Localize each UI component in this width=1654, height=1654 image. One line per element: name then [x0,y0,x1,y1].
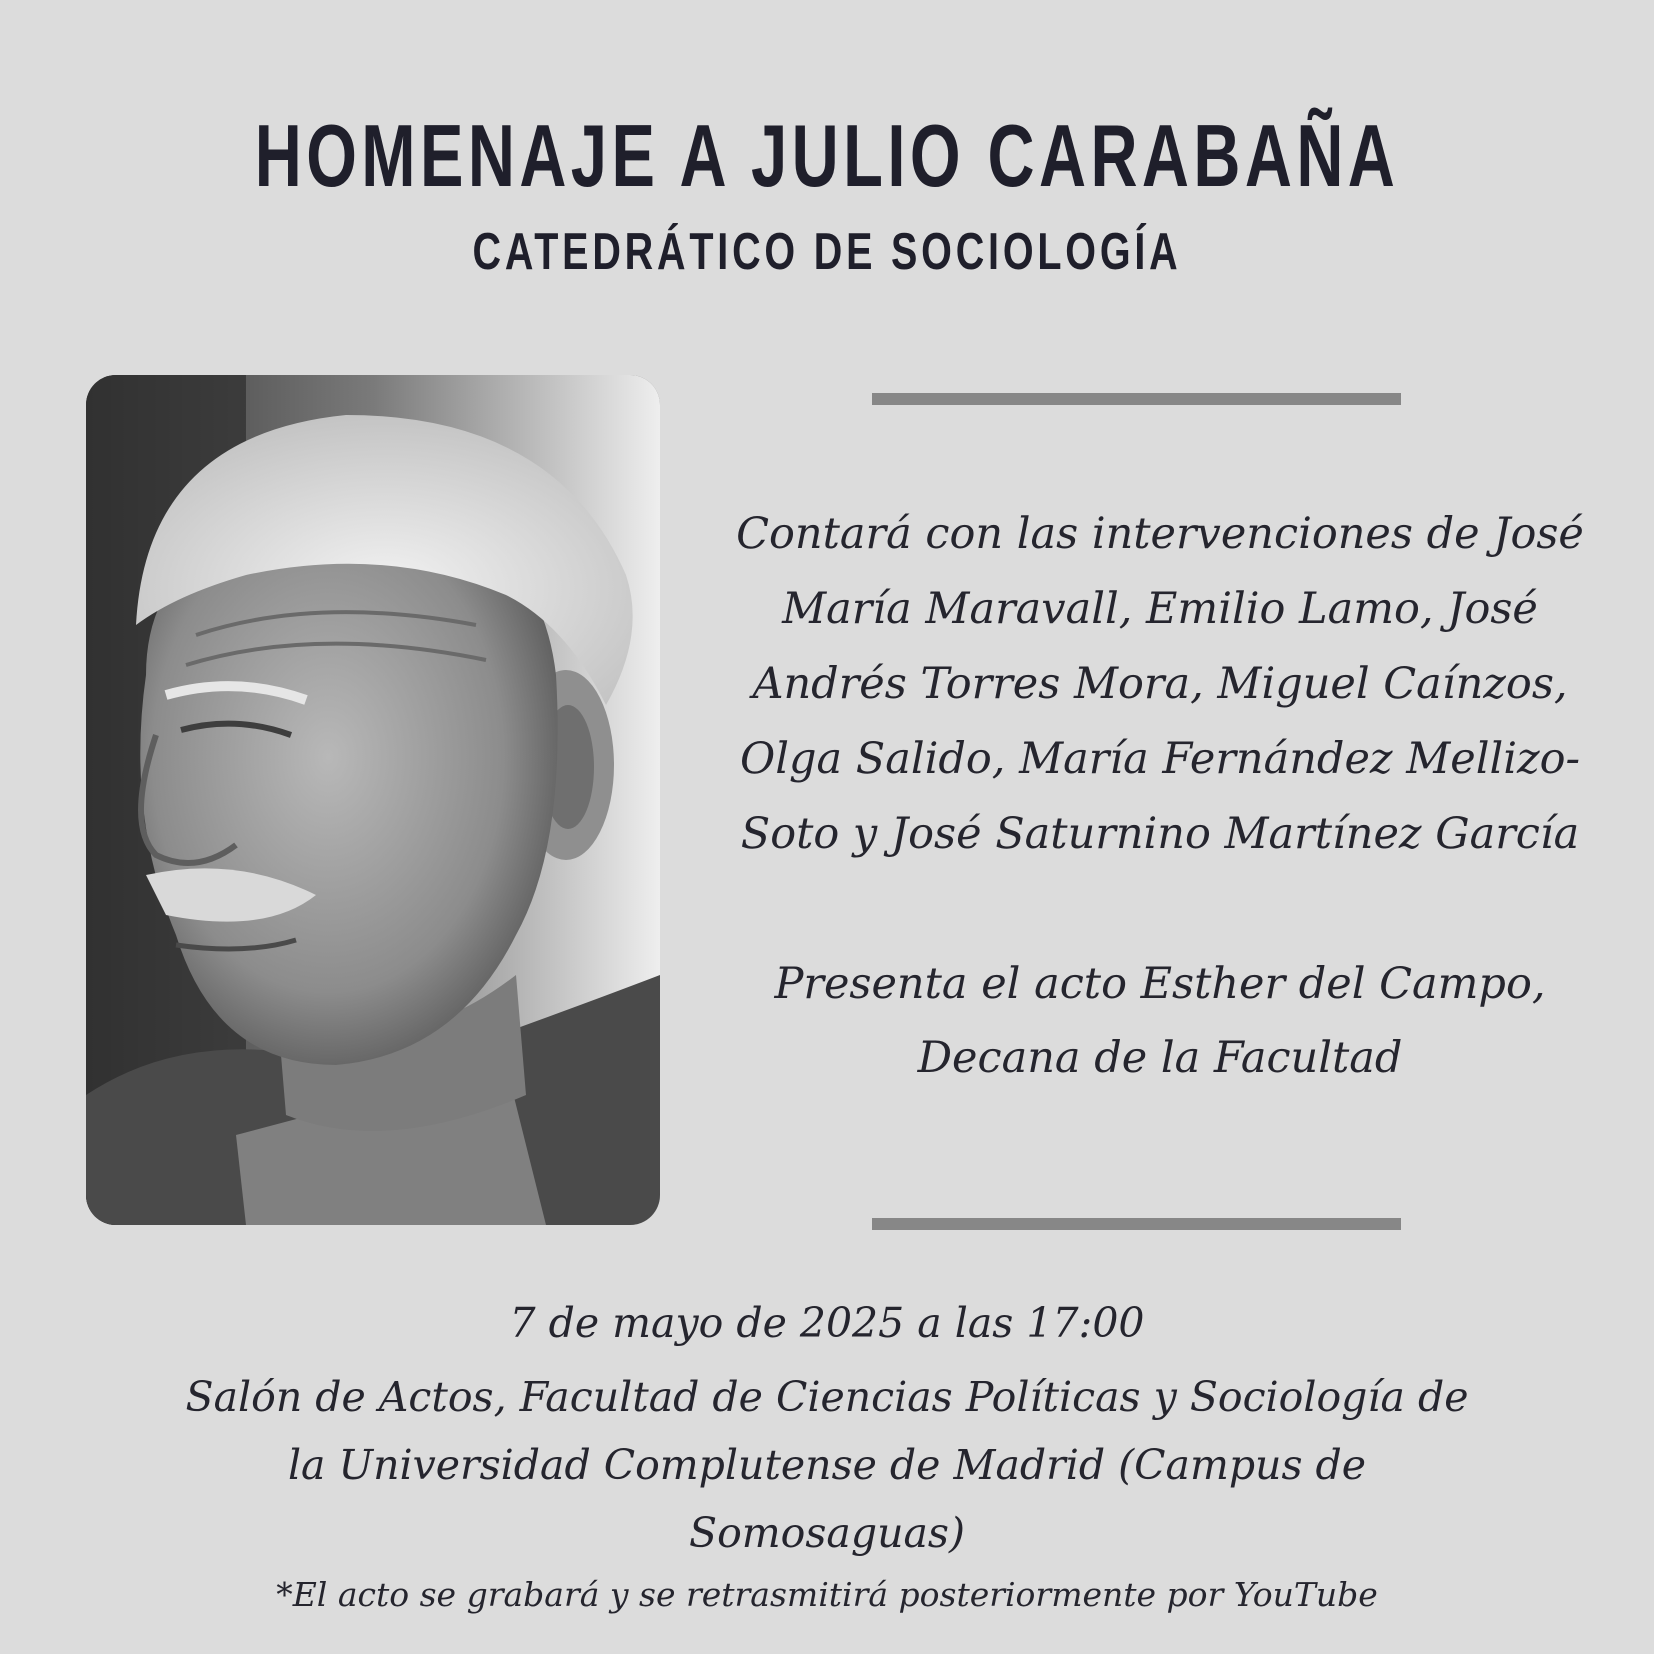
portrait-illustration [86,375,660,1225]
event-title: HOMENAJE A JULIO CARABAÑA [254,106,1400,205]
portrait-photo [86,375,660,1225]
presenter-text: Presenta el acto Esther del Campo, Decana de la Facultad [774,959,1546,1083]
speakers-text: Contará con las intervenciones de José María Maravall, Emilio Lamo, José Andrés Torres Mora, Miguel Caínzos, Olga Salido, María Fernández Mellizo-Soto y José Saturnino Martínez García [736,509,1584,859]
event-date: 7 de mayo de 2025 a las 17:00 [509,1299,1145,1347]
top-divider [872,393,1401,405]
recording-note: *El acto se grabará y se retrasmitirá posteriormente por YouTube [276,1575,1378,1614]
bottom-divider [872,1218,1401,1230]
event-subtitle: CATEDRÁTICO DE SOCIOLOGÍA [472,223,1182,281]
event-venue: Salón de Actos, Facultad de Ciencias Políticas y Sociología de la Universidad Complutense de Madrid (Campus de Somosaguas) [185,1373,1469,1557]
